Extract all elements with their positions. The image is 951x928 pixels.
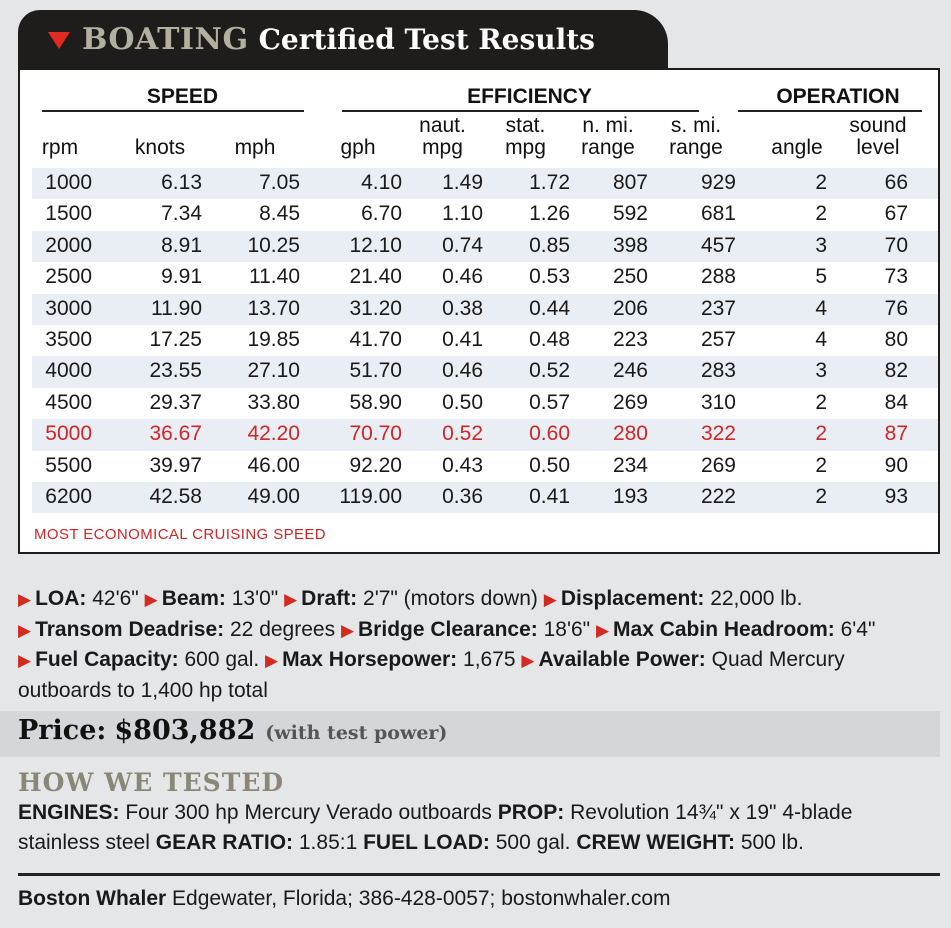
- table-cell: 19.85: [247, 327, 300, 351]
- table-cell: 93: [884, 484, 908, 508]
- spec-item: [284, 587, 538, 610]
- spec-value: 22,000 lb.: [710, 587, 803, 610]
- table-cell: 3000: [45, 296, 92, 320]
- table-cell: 11.90: [151, 296, 202, 320]
- table-cell: 681: [700, 202, 736, 226]
- triangle-arrow-icon: ▶: [265, 651, 279, 670]
- table-cell: 288: [700, 265, 736, 289]
- table-cell: 0.53: [529, 265, 570, 289]
- table-cell: 21.40: [349, 265, 402, 289]
- table-cell: 2: [815, 422, 827, 446]
- column-header: [120, 137, 200, 159]
- table-cell: 42.58: [149, 484, 202, 508]
- spec-label: Transom Deadrise:: [35, 617, 225, 641]
- table-row: [32, 451, 938, 482]
- table-cell: 2000: [45, 233, 92, 257]
- table-cell: 193: [612, 484, 648, 508]
- spec-item: [18, 618, 335, 641]
- column-header-line: mph: [234, 136, 276, 159]
- test-value: Four 300 hp Mercury Verado outboards: [125, 801, 492, 824]
- table-cell: 3500: [45, 327, 92, 351]
- table-cell: 90: [884, 453, 908, 477]
- spec-label: LOA:: [35, 587, 87, 610]
- table-cell: 0.36: [442, 484, 483, 508]
- table-cell: 7.05: [259, 171, 300, 194]
- group-divider-speed: [42, 110, 304, 112]
- column-header-line: s. mi.: [670, 114, 722, 137]
- spec-value: 2'7" (motors down): [363, 587, 538, 610]
- table-cell: 4000: [45, 359, 92, 383]
- manufacturer-contact: [18, 887, 671, 911]
- column-header: [30, 137, 90, 159]
- spec-label: Max Horsepower:: [282, 648, 458, 671]
- spec-value: 13'0": [231, 587, 279, 610]
- table-cell: 0.44: [529, 296, 570, 320]
- test-value: 1.85:1: [298, 831, 358, 854]
- table-cell: 13.70: [247, 296, 300, 320]
- table-cell: 0.38: [442, 296, 483, 320]
- table-cell: 4500: [45, 390, 92, 414]
- how-we-tested-title: HOW WE TESTED: [18, 768, 285, 797]
- table-cell: 280: [612, 422, 648, 446]
- table-cell: 8.45: [259, 202, 300, 226]
- column-header-line: sound: [849, 114, 907, 137]
- table-cell: 76: [884, 296, 908, 320]
- table-cell: 33.80: [247, 390, 300, 414]
- column-header: [328, 137, 388, 159]
- table-cell: 283: [700, 359, 736, 383]
- table-row: [32, 168, 938, 199]
- table-cell: 1500: [45, 202, 92, 226]
- column-header-line: naut.: [419, 114, 466, 137]
- spec-value: Quad Mercury outboards to 1,400 hp total: [18, 648, 845, 702]
- spec-item: [341, 618, 590, 641]
- table-cell: 310: [700, 390, 736, 414]
- column-header: [488, 115, 563, 159]
- table-cell: 7.34: [161, 202, 202, 226]
- table-cell: 237: [700, 296, 736, 320]
- spec-label: Beam:: [161, 587, 226, 610]
- table-cell: 0.52: [442, 422, 483, 446]
- column-header-line: angle: [771, 136, 823, 159]
- table-cell: 206: [612, 296, 648, 320]
- table-cell: 5: [815, 265, 827, 289]
- table-cell: 82: [884, 359, 908, 383]
- column-header-line: n. mi.: [582, 114, 634, 137]
- table-cell: 0.48: [529, 327, 570, 351]
- spec-item: [544, 587, 803, 610]
- table-cell: 42.20: [247, 422, 300, 446]
- price-label: Price:: [18, 715, 107, 746]
- table-cell: 269: [700, 453, 736, 477]
- spec-label: Available Power:: [538, 648, 706, 671]
- table-cell: 222: [700, 484, 736, 508]
- table-cell: 31.20: [349, 296, 402, 320]
- table-cell: 0.74: [442, 233, 483, 257]
- column-header: [656, 115, 736, 159]
- table-cell: 12.10: [349, 233, 402, 257]
- table-cell: 39.97: [149, 453, 202, 477]
- page-title: Certified Test Results: [258, 22, 595, 56]
- group-header-operation: OPERATION: [776, 85, 900, 108]
- column-header: [838, 115, 918, 159]
- test-results-table: [18, 68, 940, 554]
- table-cell: 4: [815, 327, 827, 351]
- table-cell: 0.41: [442, 327, 483, 351]
- table-row: [32, 294, 938, 325]
- group-header-efficiency: EFFICIENCY: [467, 85, 592, 108]
- table-cell: 269: [612, 390, 648, 414]
- table-cell: 87: [884, 422, 908, 446]
- table-cell: 0.41: [529, 484, 570, 508]
- table-cell: 457: [700, 233, 736, 257]
- spec-label: Fuel Capacity:: [35, 648, 179, 671]
- group-divider-efficiency: [342, 110, 699, 112]
- table-cell: 2: [815, 484, 827, 508]
- table-cell: 223: [612, 327, 648, 351]
- spec-item: [18, 587, 139, 610]
- triangle-arrow-icon: ▶: [284, 590, 298, 609]
- table-cell: 5500: [45, 453, 92, 477]
- column-header: [568, 115, 648, 159]
- column-header: [215, 137, 295, 159]
- table-cell: 4: [815, 296, 827, 320]
- manufacturer-details: Edgewater, Florida; 386-428-0057; bostonwhaler.com: [172, 887, 671, 910]
- spec-item: [18, 648, 259, 671]
- column-header-line: range: [669, 136, 723, 159]
- column-header-line: gph: [340, 136, 376, 159]
- spec-item: [596, 618, 875, 641]
- spec-label: Displacement:: [560, 587, 705, 610]
- table-cell: 1.26: [529, 202, 570, 226]
- table-cell: 73: [884, 265, 908, 289]
- table-cell: 46.00: [247, 453, 300, 477]
- triangle-arrow-icon: ▶: [144, 590, 158, 609]
- spec-value: 18'6": [543, 617, 591, 641]
- test-value: 500 gal.: [495, 831, 571, 854]
- spec-value: 600 gal.: [184, 648, 260, 671]
- table-cell: 51.70: [349, 359, 402, 383]
- column-header-line: level: [856, 136, 900, 159]
- table-cell: 592: [612, 202, 648, 226]
- table-cell: 0.52: [529, 359, 570, 383]
- triangle-arrow-icon: ▶: [543, 590, 557, 609]
- table-row: [32, 325, 938, 356]
- triangle-arrow-icon: ▶: [521, 651, 535, 670]
- table-cell: 58.90: [349, 390, 402, 414]
- table-row: [32, 419, 938, 450]
- table-cell: 70.70: [349, 422, 402, 446]
- triangle-arrow-icon: ▶: [18, 590, 32, 609]
- brand-title: BOATING: [82, 21, 249, 57]
- table-cell: 2: [815, 453, 827, 477]
- table-cell: 2500: [45, 265, 92, 289]
- table-cell: 70: [884, 233, 908, 257]
- footnote: MOST ECONOMICAL CRUISING SPEED: [34, 526, 327, 543]
- table-cell: 257: [700, 327, 736, 351]
- group-header-speed: SPEED: [146, 85, 219, 108]
- test-value: 500 lb.: [740, 831, 804, 854]
- column-header: [405, 115, 480, 159]
- table-body: [32, 168, 938, 513]
- table-cell: 1.49: [442, 171, 483, 194]
- table-cell: 27.10: [247, 359, 300, 383]
- group-divider-operation: [738, 110, 922, 112]
- column-header-line: mpg: [422, 136, 463, 159]
- table-cell: 3: [815, 359, 827, 383]
- test-label: PROP:: [497, 801, 565, 824]
- table-cell: 92.20: [349, 453, 402, 477]
- table-cell: 67: [884, 202, 908, 226]
- table-cell: 36.67: [149, 422, 202, 446]
- table-cell: 0.50: [529, 453, 570, 477]
- triangle-arrow-icon: ▶: [595, 620, 610, 640]
- triangle-arrow-icon: ▶: [18, 620, 32, 640]
- table-row: [32, 388, 938, 419]
- test-label: GEAR RATIO:: [155, 831, 294, 854]
- spec-label: Draft:: [301, 587, 358, 610]
- table-cell: 84: [884, 390, 908, 414]
- table-cell: 1000: [45, 171, 92, 194]
- spec-value: 22 degrees: [230, 617, 336, 641]
- table-cell: 807: [612, 171, 648, 194]
- test-label: CREW WEIGHT:: [576, 831, 735, 854]
- table-cell: 3: [815, 233, 827, 257]
- table-cell: 0.50: [442, 390, 483, 414]
- price-note: (with test power): [265, 722, 448, 744]
- section-divider: [18, 873, 940, 876]
- table-cell: 398: [612, 233, 648, 257]
- table-cell: 6.70: [361, 202, 402, 226]
- triangle-arrow-icon: ▶: [340, 620, 355, 640]
- table-row: [32, 356, 938, 387]
- table-cell: 6200: [45, 484, 92, 508]
- spec-label: Bridge Clearance:: [358, 617, 538, 641]
- column-header-line: rpm: [41, 136, 79, 159]
- spec-item: [145, 587, 279, 610]
- table-cell: 9.91: [161, 265, 202, 289]
- table-cell: 0.43: [442, 453, 483, 477]
- column-header-line: knots: [134, 136, 186, 159]
- title-tab: [18, 10, 668, 68]
- table-cell: 2: [815, 202, 827, 226]
- table-cell: 80: [884, 327, 908, 351]
- table-cell: 2: [815, 171, 827, 194]
- column-header: [762, 137, 832, 159]
- table-cell: 8.91: [161, 233, 202, 257]
- table-cell: 2: [815, 390, 827, 414]
- table-cell: 1.10: [442, 202, 483, 226]
- table-cell: 1.72: [529, 171, 570, 194]
- price-bar: [0, 711, 940, 757]
- test-value: Revolution 14¾" x 19" 4-blade stainless steel: [18, 801, 853, 854]
- down-triangle-icon: [48, 32, 70, 49]
- table-cell: 23.55: [149, 359, 202, 383]
- table-cell: 17.25: [149, 327, 202, 351]
- table-cell: 11.40: [249, 265, 300, 289]
- spec-value: 6'4": [840, 617, 876, 641]
- table-cell: 29.37: [149, 390, 202, 414]
- table-cell: 66: [884, 171, 908, 194]
- table-cell: 6.13: [161, 171, 202, 194]
- column-header-line: range: [581, 136, 635, 159]
- manufacturer-name: Boston Whaler: [18, 887, 167, 910]
- boat-specs: [18, 584, 933, 705]
- table-cell: 0.85: [529, 233, 570, 257]
- table-cell: 41.70: [349, 327, 402, 351]
- spec-value: 42'6": [92, 587, 139, 610]
- table-cell: 234: [612, 453, 648, 477]
- triangle-arrow-icon: ▶: [18, 651, 32, 670]
- column-header-line: mpg: [505, 136, 546, 159]
- table-cell: 246: [612, 359, 648, 383]
- table-cell: 322: [700, 422, 736, 446]
- spec-value: 1,675: [463, 648, 516, 671]
- table-cell: 0.46: [442, 359, 483, 383]
- table-row: [32, 231, 938, 262]
- test-label: ENGINES:: [18, 801, 120, 824]
- table-row: [32, 262, 938, 293]
- table-cell: 929: [700, 171, 736, 194]
- table-cell: 0.60: [529, 422, 570, 446]
- table-cell: 119.00: [339, 484, 402, 508]
- how-we-tested-body: [18, 798, 938, 858]
- column-header-line: stat.: [505, 114, 546, 137]
- table-row: [32, 199, 938, 230]
- table-cell: 250: [612, 265, 648, 289]
- table-cell: 49.00: [247, 484, 300, 508]
- table-cell: 5000: [45, 422, 92, 446]
- price-value: $803,882: [114, 715, 256, 746]
- spec-label: Max Cabin Headroom:: [613, 617, 835, 641]
- table-cell: 0.46: [442, 265, 483, 289]
- spec-item: [265, 648, 516, 671]
- table-cell: 0.57: [529, 390, 570, 414]
- table-row: [32, 482, 938, 513]
- table-cell: 10.25: [247, 233, 300, 257]
- table-cell: 4.10: [361, 171, 402, 194]
- test-label: FUEL LOAD:: [363, 831, 490, 854]
